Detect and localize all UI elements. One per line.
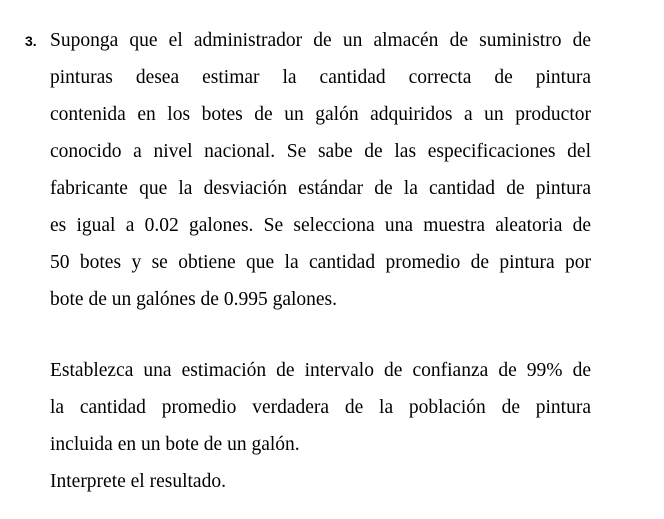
problem-statement [50, 22, 591, 318]
problem-instruction [50, 463, 591, 500]
statement-line: fabricante que la desviación estándar de la cantidad de pintura [50, 178, 591, 199]
statement-line: Suponga que el administrador de un almacén de suministro de [50, 30, 591, 51]
statement-line: 50 botes y se obtiene que la cantidad promedio de pintura por [50, 252, 591, 273]
task-line: incluida en un bote de un galón. [50, 434, 300, 455]
statement-line: contenida en los botes de un galón adquiridos a un productor [50, 104, 591, 125]
statement-line: bote de un galónes de 0.995 galones. [50, 289, 338, 310]
statement-line: conocido a nivel nacional. Se sabe de las especificaciones del [50, 141, 591, 162]
problem-task [50, 352, 591, 463]
task-line: la cantidad promedio verdadera de la población de pintura [50, 397, 591, 418]
problem-number: 3. [25, 33, 37, 49]
instruction-line: Interprete el resultado. [50, 471, 226, 492]
statement-line: pinturas desea estimar la cantidad correcta de pintura [50, 67, 591, 88]
task-line: Establezca una estimación de intervalo de confianza de 99% de [50, 360, 591, 381]
statement-line: es igual a 0.02 galones. Se selecciona una muestra aleatoria de [50, 215, 591, 236]
